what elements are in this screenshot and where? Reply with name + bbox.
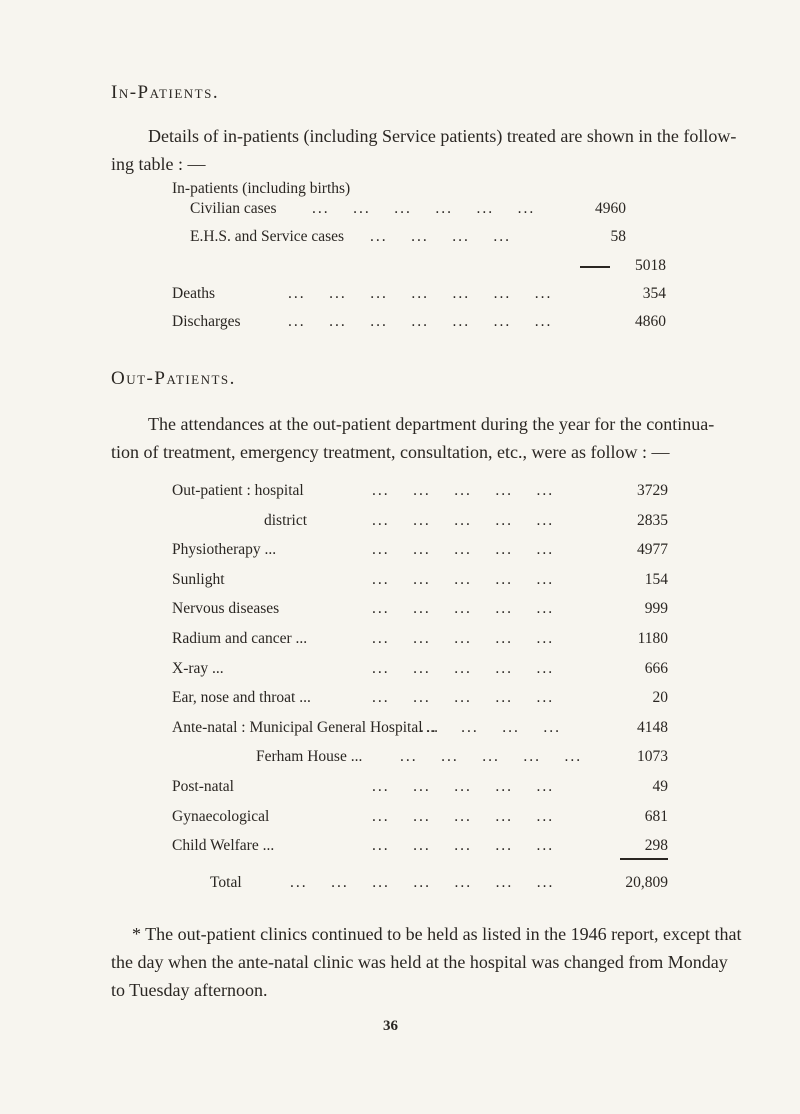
total-rule (620, 858, 668, 860)
out-patient-row-value: 49 (652, 778, 668, 795)
page-number: 36 (383, 1018, 398, 1034)
out-patients-intro-line1: The attendances at the out-patient department during the year for the continua- (148, 414, 715, 434)
in-patients-intro-line1: Details of in-patients (including Service patients) treated are shown in the follow- (148, 126, 737, 146)
leader-dots: ... ... ... ... ... (372, 570, 555, 588)
out-patient-row-value: 666 (644, 659, 668, 677)
out-patient-row-label: Ante-natal : Municipal General Hospital ... (172, 718, 439, 736)
leader-dots: ... ... ... ... ... (372, 541, 555, 559)
discharges-value: 4860 (635, 313, 666, 330)
deaths-value: 354 (642, 285, 666, 302)
subtotal-value: 5018 (635, 257, 666, 274)
out-patient-row-value: 4148 (637, 718, 668, 736)
out-patient-row-label: Ear, nose and throat ... (172, 689, 311, 707)
out-patient-row-label: Post-natal (172, 778, 234, 795)
out-patient-row-value: 999 (644, 600, 668, 618)
discharges-label: Discharges (172, 313, 241, 330)
out-patient-row-label: Radium and cancer ... (172, 630, 308, 647)
leader-dots: ... ... ... ... ... ... ... (288, 313, 553, 330)
leader-dots: ... ... ... ... ... (372, 511, 555, 529)
ehs-value: 58 (610, 228, 626, 245)
footnote-line3: to Tuesday afternoon. (111, 980, 268, 1000)
in-patients-intro-line2: ing table : — (111, 154, 206, 174)
out-patient-row-value: 20 (652, 689, 668, 707)
out-patient-row-value: 3729 (637, 482, 668, 499)
out-patient-row-value: 4977 (637, 541, 668, 559)
leader-dots: ... ... ... ... ... (372, 837, 555, 855)
leader-dots: ... ... ... ... ... ... (312, 200, 536, 217)
leader-dots: ... ... ... ... ... (372, 778, 555, 795)
ehs-label: E.H.S. and Service cases (190, 228, 345, 245)
leader-dots: ... ... ... ... ... (400, 748, 583, 766)
leader-dots: ... ... ... ... ... (372, 807, 555, 825)
out-patient-row-value: 2835 (637, 511, 668, 529)
leader-dots: ... ... ... ... (370, 228, 511, 245)
civilian-value: 4960 (595, 200, 626, 217)
deaths-label: Deaths (172, 285, 216, 302)
out-patient-row-label: Gynaecological (172, 807, 270, 825)
footnote-line2: the day when the ante-natal clinic was held at the hospital was changed from Monday (111, 952, 728, 972)
out-patient-row-value: 1073 (637, 748, 668, 766)
total-value: 20,809 (625, 874, 668, 891)
total-label: Total (210, 874, 242, 891)
out-patient-row-value: 1180 (637, 630, 668, 647)
civilian-label: Civilian cases (190, 200, 277, 217)
in-patients-heading: In-Patients. (111, 82, 220, 103)
leader-dots: ... ... ... ... ... ... ... (290, 874, 555, 891)
out-patient-row-label: district (264, 511, 308, 529)
out-patient-row-label: Physiotherapy ... (172, 541, 277, 559)
leader-dots: ... ... ... ... (420, 718, 561, 736)
out-patient-row-value: 681 (644, 807, 668, 825)
leader-dots: ... ... ... ... ... (372, 600, 555, 618)
out-patient-row-label: Ferham House ... (256, 748, 363, 766)
out-patients-intro-line2: tion of treatment, emergency treatment, consultation, etc., were as follow : — (111, 442, 670, 462)
footnote-line1: * The out-patient clinics continued to be held as listed in the 1946 report, except that (132, 924, 742, 944)
out-patients-heading: Out-Patients. (111, 368, 236, 389)
out-patient-row-label: X-ray ... (172, 659, 224, 677)
out-patient-row-label: Sunlight (172, 570, 225, 588)
out-patient-row-label: Out-patient : hospital (172, 482, 304, 499)
out-patient-row-value: 298 (644, 837, 668, 855)
out-patient-row-value: 154 (644, 570, 668, 588)
leader-dots: ... ... ... ... ... (372, 689, 555, 707)
leader-dots: ... ... ... ... ... (372, 659, 555, 677)
leader-dots: ... ... ... ... ... (372, 630, 555, 647)
leader-dots: ... ... ... ... ... ... ... (288, 285, 553, 302)
out-patient-row-label: Child Welfare ... (172, 837, 275, 855)
leader-dots: ... ... ... ... ... (372, 482, 555, 499)
out-patient-row-label: Nervous diseases (172, 600, 280, 618)
in-patients-group-label: In-patients (including births) (172, 180, 351, 197)
